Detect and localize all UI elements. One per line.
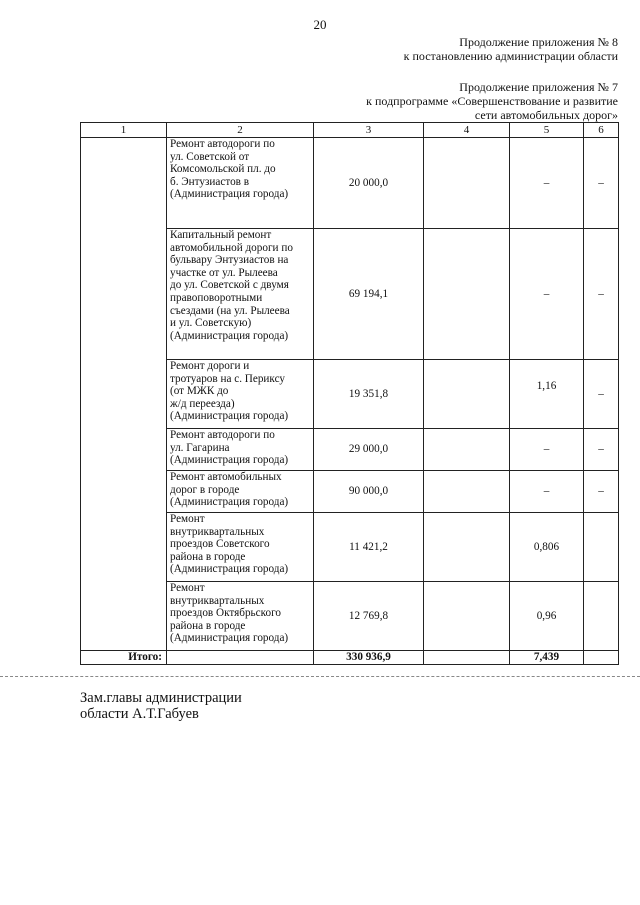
total-amount: 330 936,9 bbox=[314, 651, 424, 665]
work-name-line: (Администрация города) bbox=[170, 632, 289, 645]
column-6-cell: – bbox=[584, 138, 619, 229]
work-name-line: Ремонт автодороги по bbox=[170, 138, 275, 150]
work-name-line: ж/д переезда) bbox=[170, 397, 235, 410]
work-name-cell bbox=[167, 582, 314, 651]
appendix-8-header bbox=[404, 35, 618, 63]
total-column-5: 7,439 bbox=[510, 651, 584, 665]
work-name-line: (Администрация города) bbox=[170, 329, 289, 342]
work-name-line: тротуаров на с. Периксу bbox=[170, 372, 285, 385]
total-label: Итого: bbox=[81, 651, 167, 665]
work-name-line: проездов Октябрьского bbox=[170, 607, 281, 620]
work-name-line: внутриквартальных bbox=[170, 594, 265, 607]
work-name-line: дорог в городе bbox=[170, 483, 240, 496]
column-1-merged-cell bbox=[81, 138, 167, 651]
work-name-line: Ремонт дороги и bbox=[170, 360, 250, 372]
appendix-8-subtitle: к постановлению администрации области bbox=[403, 49, 618, 63]
column-4-cell bbox=[424, 360, 510, 429]
column-5-cell: – bbox=[510, 229, 584, 360]
column-header: 5 bbox=[510, 123, 584, 138]
work-name-line: проездов Советского bbox=[170, 538, 270, 551]
work-name-line: (Администрация города) bbox=[170, 563, 289, 576]
appendix-8-title: Продолжение приложения № 8 bbox=[459, 35, 618, 49]
work-name-line: участке от ул. Рылеева bbox=[170, 266, 278, 279]
column-4-cell bbox=[424, 471, 510, 513]
column-4-cell bbox=[424, 513, 510, 582]
total-empty-cell bbox=[424, 651, 510, 665]
column-5-cell: – bbox=[510, 138, 584, 229]
work-name-line: (Администрация города) bbox=[170, 454, 289, 467]
column-header: 4 bbox=[424, 123, 510, 138]
column-6-cell: – bbox=[584, 429, 619, 471]
work-name-line: (от МЖК до bbox=[170, 385, 229, 398]
column-4-cell bbox=[424, 429, 510, 471]
works-table bbox=[80, 122, 619, 665]
work-name-line: правоповоротными bbox=[170, 291, 263, 304]
work-name-cell bbox=[167, 229, 314, 360]
work-name-line: (Администрация города) bbox=[170, 410, 289, 423]
column-5-cell: – bbox=[510, 429, 584, 471]
work-name-line: Капитальный ремонт bbox=[170, 229, 272, 241]
amount-cell: 29 000,0 bbox=[314, 429, 424, 471]
total-empty-cell bbox=[167, 651, 314, 665]
work-name-line: внутриквартальных bbox=[170, 525, 265, 538]
amount-cell: 69 194,1 bbox=[314, 229, 424, 360]
divider bbox=[0, 676, 640, 677]
work-name-line: и ул. Советскую) bbox=[170, 317, 252, 330]
work-name-line: (Администрация города) bbox=[170, 496, 289, 509]
work-name-line: до ул. Советской с двумя bbox=[170, 279, 289, 292]
total-row bbox=[81, 651, 619, 665]
column-6-cell: – bbox=[584, 229, 619, 360]
work-name-cell bbox=[167, 471, 314, 513]
column-5-cell: 0,806 bbox=[510, 513, 584, 582]
work-name-cell bbox=[167, 138, 314, 229]
work-name-line: бульвару Энтузиастов на bbox=[170, 254, 289, 267]
work-name-line: ул. Гагарина bbox=[170, 441, 230, 454]
amount-cell: 20 000,0 bbox=[314, 138, 424, 229]
column-header-row bbox=[81, 123, 619, 138]
signature-name: области А.Т.Габуев bbox=[80, 706, 199, 722]
work-name-line: Ремонт bbox=[170, 513, 205, 525]
column-4-cell bbox=[424, 138, 510, 229]
work-name-line: района в городе bbox=[170, 619, 246, 632]
work-name-cell bbox=[167, 360, 314, 429]
work-name-line: Ремонт автодороги по bbox=[170, 429, 275, 441]
column-6-cell bbox=[584, 513, 619, 582]
amount-cell: 19 351,8 bbox=[314, 360, 424, 429]
column-5-cell: – bbox=[510, 471, 584, 513]
appendix-7-subtitle-2: сети автомобильных дорог» bbox=[474, 108, 618, 122]
column-4-cell bbox=[424, 582, 510, 651]
column-header: 2 bbox=[167, 123, 314, 138]
column-6-cell: – bbox=[584, 360, 619, 429]
amount-cell: 11 421,2 bbox=[314, 513, 424, 582]
column-5-cell: 1,16 bbox=[510, 360, 584, 429]
page-number: 20 bbox=[313, 17, 327, 32]
total-empty-cell bbox=[584, 651, 619, 665]
work-name-line: автомобильной дороги по bbox=[170, 241, 293, 254]
work-name-line: ул. Советской от bbox=[170, 150, 250, 163]
work-name-line: съездами (на ул. Рылеева bbox=[170, 304, 290, 317]
appendix-7-header bbox=[366, 80, 618, 122]
work-name-line: Ремонт автомобильных bbox=[170, 471, 282, 483]
work-name-line: (Администрация города) bbox=[170, 188, 289, 201]
table-row bbox=[81, 138, 619, 229]
appendix-7-title: Продолжение приложения № 7 bbox=[459, 80, 618, 94]
column-header: 1 bbox=[81, 123, 167, 138]
work-name-line: Ремонт bbox=[170, 582, 205, 594]
work-name-line: б. Энтузиастов в bbox=[170, 175, 250, 188]
column-4-cell bbox=[424, 229, 510, 360]
column-5-cell: 0,96 bbox=[510, 582, 584, 651]
work-name-cell bbox=[167, 429, 314, 471]
work-name-line: Комсомольской пл. до bbox=[170, 163, 276, 176]
work-name-cell bbox=[167, 513, 314, 582]
column-6-cell: – bbox=[584, 471, 619, 513]
signature-position: Зам.главы администрации bbox=[80, 690, 242, 706]
amount-cell: 12 769,8 bbox=[314, 582, 424, 651]
appendix-7-subtitle-1: к подпрограмме «Совершенствование и развитие bbox=[366, 94, 618, 108]
amount-cell: 90 000,0 bbox=[314, 471, 424, 513]
column-6-cell bbox=[584, 582, 619, 651]
work-name-line: района в городе bbox=[170, 550, 246, 563]
column-header: 3 bbox=[314, 123, 424, 138]
column-header: 6 bbox=[584, 123, 619, 138]
